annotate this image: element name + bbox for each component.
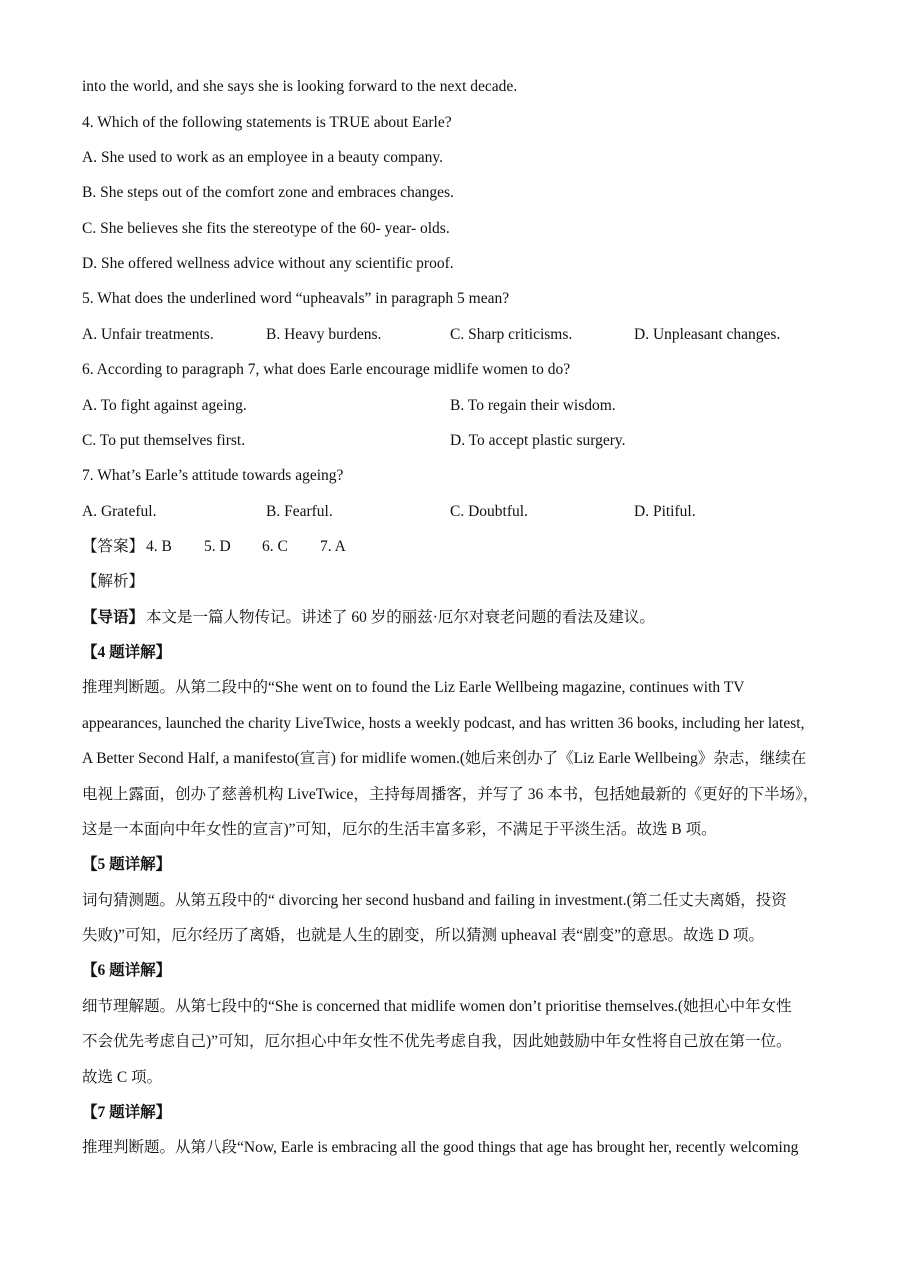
q6-option-a: A. To fight against ageing. (82, 397, 247, 414)
q4-stem: 4. Which of the following statements is TRUE about Earle? (82, 114, 452, 131)
detail-4-line: 电视上露面，创办了慈善机构 LiveTwice，主持每周播客，并写了 36 本书，包括她最新的《更好的下半场》， (82, 786, 819, 803)
intro-line: into the world, and she says she is looking forward to the next decade. (82, 78, 518, 95)
q4-option-b: B. She steps out of the comfort zone and embraces changes. (82, 184, 454, 201)
q6-option-b: B. To regain their wisdom. (450, 397, 616, 414)
q5-option-d: D. Unpleasant changes. (634, 326, 781, 343)
answer-4: 4. B (146, 538, 172, 555)
detail-4-line: 推理判断题。从第二段中的“She went on to found the Liz Earle Wellbeing magazine, continues with TV (82, 679, 745, 696)
q7-option-b: B. Fearful. (266, 503, 333, 520)
detail-5-heading: 【5 题详解】 (82, 856, 172, 873)
q4-option-a: A. She used to work as an employee in a beauty company. (82, 149, 443, 166)
detail-4-line: A Better Second Half, a manifesto(宣言) for midlife women.(她后来创办了《Liz Earle Wellbeing》杂志，继续在 (82, 750, 807, 767)
q7-stem: 7. What’s Earle’s attitude towards ageing? (82, 467, 344, 484)
q7-option-a: A. Grateful. (82, 503, 157, 520)
q5-option-c: C. Sharp criticisms. (450, 326, 573, 343)
answer-6: 6. C (262, 538, 288, 555)
detail-6-line: 故选 C 项。 (82, 1069, 163, 1086)
q6-stem: 6. According to paragraph 7, what does Earle encourage midlife women to do? (82, 361, 571, 378)
detail-5-line: 失败)”可知，厄尔经历了离婚，也就是人生的剧变，所以猜测 upheaval 表“剧变”的意思。故选 D 项。 (82, 927, 764, 944)
answer-7: 7. A (320, 538, 346, 555)
detail-4-line: 这是一本面向中年女性的宣言)”可知，厄尔的生活丰富多彩，不满足于平淡生活。故选 B 项。 (82, 821, 717, 838)
detail-6-heading: 【6 题详解】 (82, 962, 172, 979)
q5-option-b: B. Heavy burdens. (266, 326, 382, 343)
answer-label: 【答案】 (82, 538, 145, 555)
q5-stem: 5. What does the underlined word “upheavals” in paragraph 5 mean? (82, 290, 510, 307)
q7-option-d: D. Pitiful. (634, 503, 696, 520)
q6-option-c: C. To put themselves first. (82, 432, 246, 449)
q5-option-a: A. Unfair treatments. (82, 326, 214, 343)
answer-5: 5. D (204, 538, 231, 555)
detail-5-line: 词句猜测题。从第五段中的“ divorcing her second husband and failing in investment.(第二任丈夫离婚，投资 (82, 892, 787, 909)
q7-option-c: C. Doubtful. (450, 503, 528, 520)
q4-option-d: D. She offered wellness advice without any scientific proof. (82, 255, 454, 272)
detail-4-line: appearances, launched the charity LiveTwice, hosts a weekly podcast, and has written 36 books, including her latest, (82, 715, 805, 732)
detail-6-line: 不会优先考虑自己)”可知，厄尔担心中年女性不优先考虑自我，因此她鼓励中年女性将自己放在第一位。 (82, 1033, 792, 1050)
detail-7-line: 推理判断题。从第八段“Now, Earle is embracing all the good things that age has brought her, recently welcoming (82, 1139, 799, 1156)
guide-text: 本文是一篇人物传记。讲述了 60 岁的丽兹·厄尔对衰老问题的看法及建议。 (146, 609, 655, 626)
detail-4-heading: 【4 题详解】 (82, 644, 172, 661)
q6-option-d: D. To accept plastic surgery. (450, 432, 626, 449)
q4-option-c: C. She believes she fits the stereotype of the 60- year- olds. (82, 220, 450, 237)
guide-label: 【导语】 (82, 609, 145, 626)
analysis-label: 【解析】 (82, 573, 145, 590)
detail-7-heading: 【7 题详解】 (82, 1104, 172, 1121)
detail-6-line: 细节理解题。从第七段中的“She is concerned that midlife women don’t prioritise themselves.(她担心中年女性 (82, 998, 792, 1015)
